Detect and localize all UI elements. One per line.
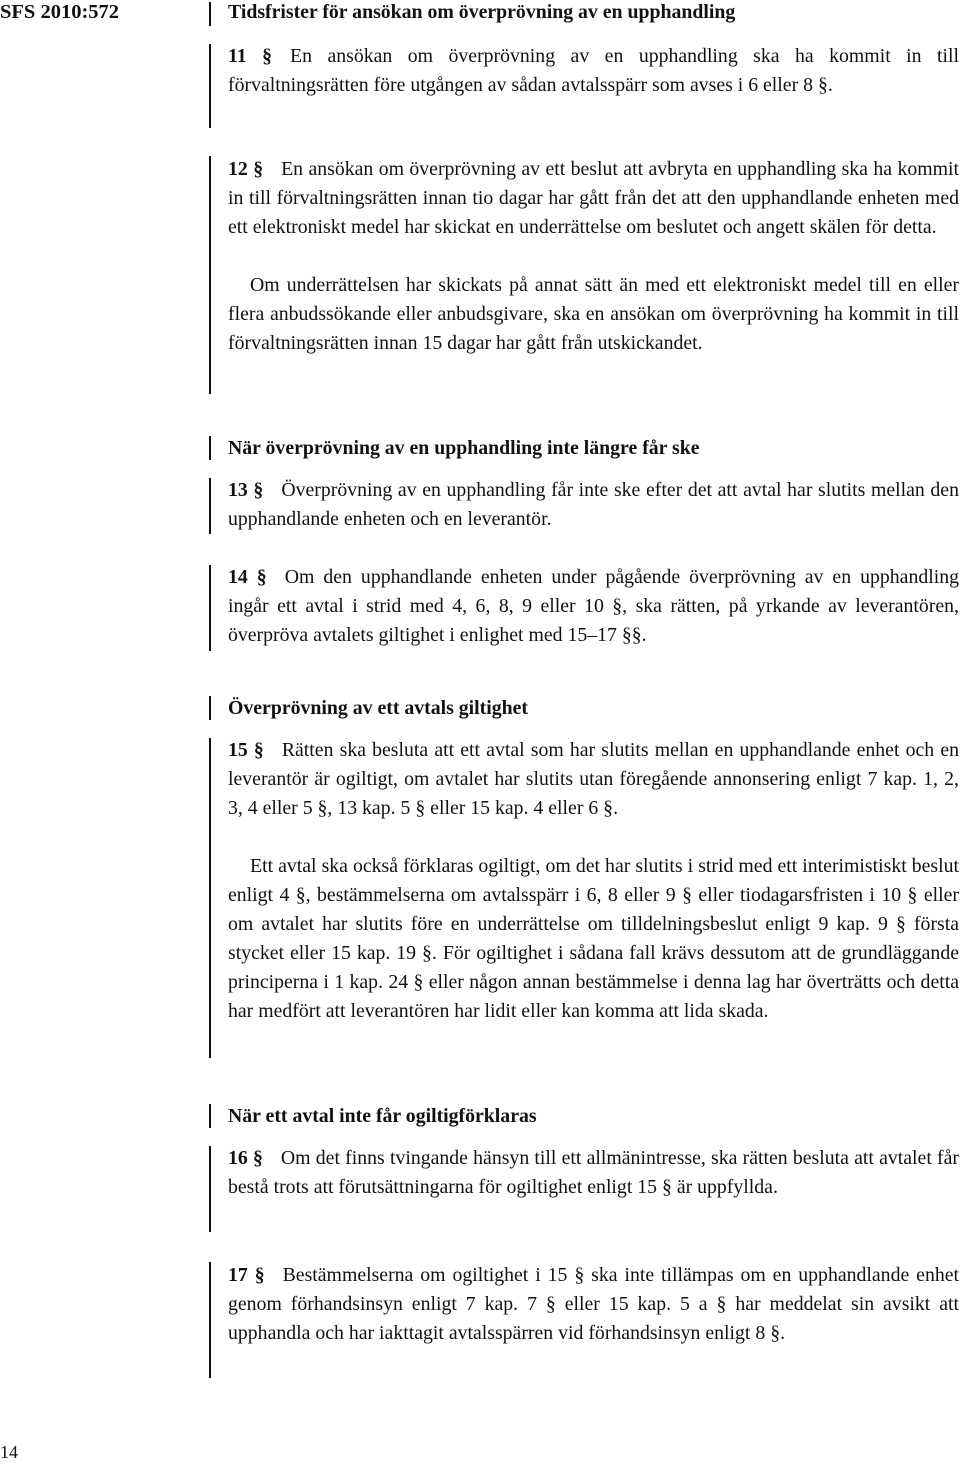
paragraph-number: 13 § [228,479,264,501]
paragraph-15 [228,736,959,823]
paragraph-number: 16 § [228,1147,263,1169]
change-bar [209,156,211,394]
section-heading: Tidsfrister för ansökan om överprövning av en upphandling [228,1,736,23]
paragraph-text: Om underrättelsen har skickats på annat sätt än med ett elektroniskt medel till en eller flera anbudssökande eller anbudsgivare, ska en ansökan om överprövning ha kommit in till förvaltningsrätten innan 15 dagar har gått från utskickandet. [228,274,959,354]
section-heading: När ett avtal inte får ogiltigförklaras [228,1105,537,1127]
page-number: 14 [0,1442,18,1462]
paragraph-12-cont [228,271,959,358]
change-bar [209,565,211,651]
paragraph-text: Om den upphandlande enheten under pågående överprövning av en upphandling ingår ett avtal i strid med 4, 6, 8, 9 eller 10 §, ska rätten, på yrkande av leverantören, överpröva avtalets giltighet i enlighet med 15–17 §§. [228,566,959,646]
change-bar [209,478,211,534]
paragraph-text: Överprövning av en upphandling får inte ske efter det att avtal har slutits mellan den upphandlande enheten och en leverantör. [228,479,959,530]
paragraph-number: 14 § [228,566,267,588]
change-bar [209,738,211,1058]
paragraph-number: 12 § [228,158,264,180]
paragraph-12 [228,155,959,242]
paragraph-text: Ett avtal ska också förklaras ogiltigt, om det har slutits i strid med ett interimistiskt beslut enligt 4 §, bestämmelserna om avtalsspärr i 6, 8 eller 9 § eller tiodagarsfristen i 10 § eller om avtalet har slutits före en underrättelse om tilldelningsbeslut enligt 9 kap. 9 § första stycket eller 15 kap. 19 §. För ogiltighet i sådana fall krävs dessutom att de grundläggande principerna i 1 kap. 24 § eller någon annan bestämmelse i denna lag har överträtts och detta har medfört att leverantören har lidit eller kan komma att lida skada. [228,855,959,1022]
paragraph-11 [228,42,959,100]
paragraph-text: Bestämmelserna om ogiltighet i 15 § ska inte tillämpas om en upphandlande enhet genom förhandsinsyn enligt 7 kap. 7 § eller 15 kap. 5 a § har meddelat sin avsikt att upphandla och har iakttagit avtalsspärren vid förhandsinsyn enligt 8 §. [228,1264,960,1344]
change-bar [209,1146,211,1232]
paragraph-13 [228,476,959,534]
section-heading: När överprövning av en upphandling inte längre får ske [228,437,700,459]
change-bar [209,44,211,128]
paragraph-text: En ansökan om överprövning av en upphandling ska ha kommit in till förvaltningsrätten före utgången av sådan avtalsspärr som avses i 6 eller 8 §. [228,45,959,96]
section-heading: Överprövning av ett avtals giltighet [228,697,528,719]
paragraph-15-cont [228,852,959,1026]
paragraph-number: 17 § [228,1264,265,1286]
change-bar [209,1262,211,1378]
change-bar [209,1104,211,1128]
paragraph-text: Om det finns tvingande hänsyn till ett allmänintresse, ska rätten besluta att avtalet får bestå trots att förutsättningarna för ogiltighet enligt 15 § är uppfyllda. [228,1147,959,1198]
paragraph-number: 11 § [228,45,273,67]
paragraph-17 [228,1261,959,1348]
change-bar [209,696,211,720]
paragraph-16 [228,1144,959,1202]
sfs-number: SFS 2010:572 [0,1,120,23]
paragraph-text: En ansökan om överprövning av ett beslut att avbryta en upphandling ska ha kommit in till förvaltningsrätten innan tio dagar har gått från det att den upphandlande enheten med ett elektroniskt medel har skickat en underrättelse om beslutet och angett skälen för detta. [228,158,959,238]
paragraph-number: 15 § [228,739,264,761]
paragraph-text: Rätten ska besluta att ett avtal som har slutits mellan en upphandlande enhet och en leverantör är ogiltigt, om avtalet har slutits utan föregående annonsering enligt 7 kap. 1, 2, 3, 4 eller 5 §, 13 kap. 5 § eller 15 kap. 4 eller 6 §. [228,739,959,819]
change-bar [209,2,211,26]
change-bar [209,436,211,460]
paragraph-14 [228,563,959,650]
